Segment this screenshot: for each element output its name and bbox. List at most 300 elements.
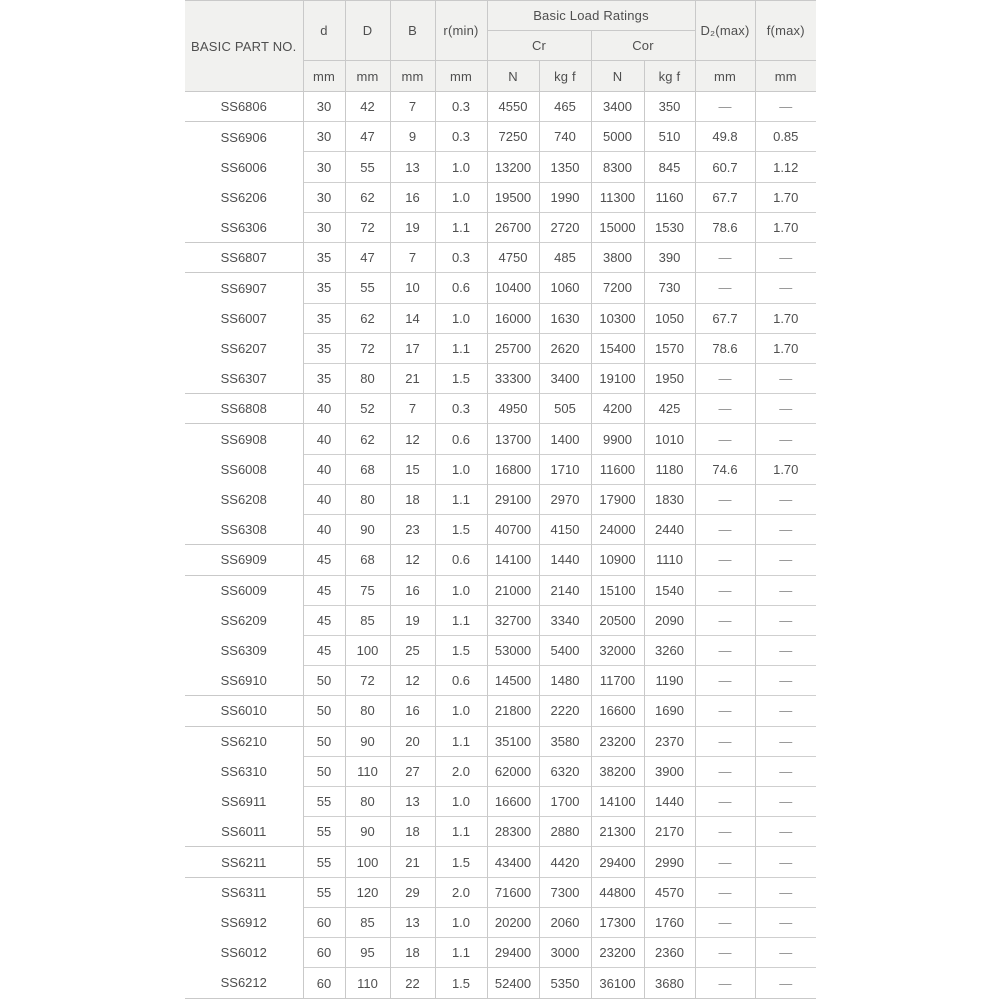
cell-r_min: 1.0 (435, 182, 487, 212)
cell-D: 68 (345, 454, 390, 484)
cell-cr_n: 21000 (487, 575, 539, 605)
cell-cr_n: 53000 (487, 635, 539, 665)
cell-cor_n: 21300 (591, 817, 644, 847)
cell-r_min: 2.0 (435, 756, 487, 786)
cell-cr_n: 10400 (487, 273, 539, 303)
cell-cr_kgf: 1350 (539, 152, 591, 182)
cell-cor_n: 11700 (591, 666, 644, 696)
cell-r_min: 1.1 (435, 484, 487, 514)
cell-part_no: SS6207 (185, 333, 303, 363)
cell-d: 35 (303, 333, 345, 363)
cell-cr_kgf: 740 (539, 122, 591, 152)
col-header-r-min: r(min) (435, 1, 487, 61)
cell-cr_n: 71600 (487, 877, 539, 907)
cell-cr_n: 52400 (487, 968, 539, 999)
unit-cr-kgf: kg f (539, 61, 591, 92)
table-row (185, 394, 816, 424)
cell-f_max: — (755, 787, 816, 817)
cell-cor_n: 29400 (591, 847, 644, 877)
cell-cor_n: 15400 (591, 333, 644, 363)
cell-cr_kgf: 6320 (539, 756, 591, 786)
cell-f_max: — (755, 363, 816, 393)
cell-cor_kgf: 2370 (644, 726, 695, 756)
cell-cor_n: 44800 (591, 877, 644, 907)
cell-d2_max: — (695, 484, 755, 514)
cell-D: 85 (345, 907, 390, 937)
cell-d2_max: 74.6 (695, 454, 755, 484)
cell-cor_n: 11300 (591, 182, 644, 212)
cell-cor_kgf: 2990 (644, 847, 695, 877)
table-row (185, 363, 816, 393)
cell-B: 15 (390, 454, 435, 484)
cell-r_min: 1.1 (435, 212, 487, 242)
table-row (185, 303, 816, 333)
cell-cor_kgf: 1570 (644, 333, 695, 363)
cell-cr_kgf: 1440 (539, 545, 591, 575)
unit-d2-mm: mm (695, 61, 755, 92)
cell-r_min: 1.1 (435, 938, 487, 968)
cell-f_max: — (755, 394, 816, 424)
cell-cor_n: 3800 (591, 243, 644, 273)
cell-cor_kgf: 4570 (644, 877, 695, 907)
table-body (185, 92, 816, 999)
cell-B: 29 (390, 877, 435, 907)
cell-part_no: SS6008 (185, 454, 303, 484)
cell-d2_max: — (695, 787, 755, 817)
cell-r_min: 1.1 (435, 726, 487, 756)
cell-cr_n: 4550 (487, 92, 539, 122)
cell-r_min: 0.3 (435, 122, 487, 152)
cell-d2_max: 78.6 (695, 333, 755, 363)
cell-d: 55 (303, 877, 345, 907)
cell-D: 72 (345, 666, 390, 696)
cell-cor_n: 11600 (591, 454, 644, 484)
cell-part_no: SS6006 (185, 152, 303, 182)
cell-cr_n: 40700 (487, 515, 539, 545)
cell-cor_kgf: 3680 (644, 968, 695, 999)
cell-cr_kgf: 3580 (539, 726, 591, 756)
cell-part_no: SS6909 (185, 545, 303, 575)
cell-part_no: SS6907 (185, 273, 303, 303)
cell-cor_kgf: 1050 (644, 303, 695, 333)
unit-d-mm: mm (303, 61, 345, 92)
cell-cr_n: 14500 (487, 666, 539, 696)
cell-r_min: 1.5 (435, 635, 487, 665)
cell-cor_n: 3400 (591, 92, 644, 122)
cell-d: 35 (303, 243, 345, 273)
cell-cor_n: 14100 (591, 787, 644, 817)
cell-f_max: — (755, 817, 816, 847)
cell-cor_kgf: 510 (644, 122, 695, 152)
cell-cr_n: 16800 (487, 454, 539, 484)
cell-cor_n: 8300 (591, 152, 644, 182)
cell-f_max: — (755, 545, 816, 575)
cell-f_max: — (755, 243, 816, 273)
cell-d2_max: — (695, 696, 755, 726)
cell-D: 47 (345, 122, 390, 152)
cell-cr_n: 13200 (487, 152, 539, 182)
cell-d: 40 (303, 424, 345, 454)
table-row (185, 907, 816, 937)
cell-cor_kgf: 350 (644, 92, 695, 122)
unit-r-mm: mm (435, 61, 487, 92)
cell-d: 40 (303, 454, 345, 484)
cell-cor_n: 17300 (591, 907, 644, 937)
cell-d2_max: — (695, 545, 755, 575)
bearing-spec-table (185, 0, 816, 999)
cell-D: 52 (345, 394, 390, 424)
cell-r_min: 1.0 (435, 907, 487, 937)
cell-f_max: 1.70 (755, 182, 816, 212)
cell-B: 18 (390, 817, 435, 847)
cell-r_min: 0.3 (435, 243, 487, 273)
cell-r_min: 0.6 (435, 666, 487, 696)
cell-d: 45 (303, 605, 345, 635)
cell-d: 60 (303, 968, 345, 999)
cell-D: 80 (345, 696, 390, 726)
cell-cr_n: 21800 (487, 696, 539, 726)
cell-cr_kgf: 4150 (539, 515, 591, 545)
unit-f-mm: mm (755, 61, 816, 92)
cell-r_min: 1.0 (435, 303, 487, 333)
cell-cr_kgf: 2970 (539, 484, 591, 514)
cell-d: 30 (303, 182, 345, 212)
cell-B: 13 (390, 787, 435, 817)
cell-d2_max: 67.7 (695, 182, 755, 212)
cell-B: 13 (390, 907, 435, 937)
cell-D: 55 (345, 152, 390, 182)
cell-part_no: SS6906 (185, 122, 303, 152)
cell-d2_max: 60.7 (695, 152, 755, 182)
cell-part_no: SS6310 (185, 756, 303, 786)
cell-cr_kgf: 5400 (539, 635, 591, 665)
cell-part_no: SS6309 (185, 635, 303, 665)
cell-d2_max: — (695, 92, 755, 122)
cell-B: 10 (390, 273, 435, 303)
cell-cr_kgf: 2140 (539, 575, 591, 605)
cell-cr_kgf: 1630 (539, 303, 591, 333)
cell-cor_n: 16600 (591, 696, 644, 726)
cell-d2_max: — (695, 847, 755, 877)
cell-r_min: 1.0 (435, 454, 487, 484)
cell-B: 16 (390, 696, 435, 726)
cell-D: 80 (345, 787, 390, 817)
table-row (185, 182, 816, 212)
cell-cor_n: 17900 (591, 484, 644, 514)
cell-d2_max: — (695, 877, 755, 907)
cell-D: 80 (345, 484, 390, 514)
cell-cor_n: 7200 (591, 273, 644, 303)
table-row (185, 817, 816, 847)
col-header-cor: Cor (591, 31, 695, 61)
cell-B: 18 (390, 484, 435, 514)
cell-B: 12 (390, 545, 435, 575)
cell-f_max: — (755, 92, 816, 122)
cell-f_max: — (755, 877, 816, 907)
cell-cor_n: 15100 (591, 575, 644, 605)
cell-f_max: — (755, 938, 816, 968)
cell-d: 50 (303, 756, 345, 786)
cell-cor_kgf: 2090 (644, 605, 695, 635)
cell-cor_n: 23200 (591, 726, 644, 756)
cell-D: 47 (345, 243, 390, 273)
cell-part_no: SS6807 (185, 243, 303, 273)
cell-D: 42 (345, 92, 390, 122)
cell-cr_kgf: 1990 (539, 182, 591, 212)
cell-B: 7 (390, 394, 435, 424)
cell-f_max: — (755, 696, 816, 726)
cell-B: 25 (390, 635, 435, 665)
cell-cor_n: 24000 (591, 515, 644, 545)
cell-cr_kgf: 2720 (539, 212, 591, 242)
cell-d: 50 (303, 726, 345, 756)
cell-cr_kgf: 5350 (539, 968, 591, 999)
unit-D-mm: mm (345, 61, 390, 92)
cell-cor_kgf: 1010 (644, 424, 695, 454)
cell-cor_kgf: 3900 (644, 756, 695, 786)
cell-r_min: 1.5 (435, 968, 487, 999)
table-row (185, 726, 816, 756)
cell-d: 35 (303, 303, 345, 333)
cell-d2_max: — (695, 726, 755, 756)
cell-f_max: 1.12 (755, 152, 816, 182)
cell-f_max: — (755, 515, 816, 545)
table-row (185, 756, 816, 786)
cell-D: 100 (345, 635, 390, 665)
cell-D: 72 (345, 212, 390, 242)
cell-cr_kgf: 2880 (539, 817, 591, 847)
col-header-basic-part-no: BASIC PART NO. (185, 1, 303, 92)
cell-cr_n: 14100 (487, 545, 539, 575)
cell-cor_kgf: 1830 (644, 484, 695, 514)
cell-D: 62 (345, 424, 390, 454)
table-row (185, 787, 816, 817)
cell-B: 13 (390, 152, 435, 182)
table-row (185, 968, 816, 999)
table-row (185, 454, 816, 484)
cell-D: 110 (345, 968, 390, 999)
cell-d: 50 (303, 666, 345, 696)
spec-table-container (185, 0, 816, 999)
cell-cor_kgf: 1110 (644, 545, 695, 575)
table-row (185, 635, 816, 665)
cell-r_min: 2.0 (435, 877, 487, 907)
cell-cr_n: 4950 (487, 394, 539, 424)
cell-d: 45 (303, 635, 345, 665)
col-header-basic-load-ratings: Basic Load Ratings (487, 1, 695, 31)
cell-d2_max: — (695, 575, 755, 605)
cell-part_no: SS6308 (185, 515, 303, 545)
cell-part_no: SS6010 (185, 696, 303, 726)
cell-cr_kgf: 4420 (539, 847, 591, 877)
cell-d: 40 (303, 394, 345, 424)
cell-cor_kgf: 1690 (644, 696, 695, 726)
cell-cr_kgf: 2220 (539, 696, 591, 726)
cell-cr_n: 19500 (487, 182, 539, 212)
cell-cr_n: 35100 (487, 726, 539, 756)
cell-d2_max: — (695, 394, 755, 424)
table-row (185, 122, 816, 152)
cell-r_min: 1.5 (435, 515, 487, 545)
cell-r_min: 0.3 (435, 394, 487, 424)
cell-d: 30 (303, 152, 345, 182)
cell-cr_kgf: 3340 (539, 605, 591, 635)
cell-cor_kgf: 1160 (644, 182, 695, 212)
unit-cor-kgf: kg f (644, 61, 695, 92)
cell-cor_n: 36100 (591, 968, 644, 999)
cell-B: 18 (390, 938, 435, 968)
cell-part_no: SS6306 (185, 212, 303, 242)
cell-f_max: 1.70 (755, 454, 816, 484)
cell-d2_max: — (695, 515, 755, 545)
cell-d2_max: — (695, 938, 755, 968)
cell-cor_n: 10300 (591, 303, 644, 333)
cell-cr_n: 62000 (487, 756, 539, 786)
cell-part_no: SS6808 (185, 394, 303, 424)
cell-cr_kgf: 1060 (539, 273, 591, 303)
cell-D: 62 (345, 303, 390, 333)
cell-cr_n: 4750 (487, 243, 539, 273)
cell-D: 90 (345, 817, 390, 847)
cell-D: 75 (345, 575, 390, 605)
cell-D: 90 (345, 515, 390, 545)
cell-cr_n: 16600 (487, 787, 539, 817)
cell-f_max: 0.85 (755, 122, 816, 152)
cell-d: 30 (303, 122, 345, 152)
cell-f_max: 1.70 (755, 212, 816, 242)
unit-cor-n: N (591, 61, 644, 92)
cell-B: 12 (390, 666, 435, 696)
cell-f_max: 1.70 (755, 333, 816, 363)
cell-cor_n: 19100 (591, 363, 644, 393)
cell-part_no: SS6908 (185, 424, 303, 454)
cell-r_min: 1.1 (435, 817, 487, 847)
col-header-D: D (345, 1, 390, 61)
cell-B: 19 (390, 605, 435, 635)
cell-d2_max: 49.8 (695, 122, 755, 152)
cell-f_max: — (755, 424, 816, 454)
cell-cr_kgf: 3400 (539, 363, 591, 393)
cell-cor_kgf: 1530 (644, 212, 695, 242)
cell-cor_n: 15000 (591, 212, 644, 242)
unit-B-mm: mm (390, 61, 435, 92)
cell-cor_kgf: 1540 (644, 575, 695, 605)
cell-d2_max: — (695, 817, 755, 847)
cell-cr_n: 20200 (487, 907, 539, 937)
cell-r_min: 1.0 (435, 575, 487, 605)
cell-cr_kgf: 505 (539, 394, 591, 424)
cell-cr_kgf: 465 (539, 92, 591, 122)
cell-f_max: — (755, 605, 816, 635)
cell-cr_n: 29400 (487, 938, 539, 968)
cell-cor_kgf: 1440 (644, 787, 695, 817)
cell-r_min: 1.1 (435, 605, 487, 635)
cell-B: 23 (390, 515, 435, 545)
cell-f_max: — (755, 635, 816, 665)
cell-B: 16 (390, 575, 435, 605)
cell-part_no: SS6007 (185, 303, 303, 333)
cell-cor_kgf: 1180 (644, 454, 695, 484)
table-row (185, 666, 816, 696)
cell-D: 100 (345, 847, 390, 877)
cell-part_no: SS6911 (185, 787, 303, 817)
cell-cr_kgf: 2620 (539, 333, 591, 363)
cell-d2_max: — (695, 907, 755, 937)
cell-r_min: 0.6 (435, 424, 487, 454)
cell-cr_kgf: 1480 (539, 666, 591, 696)
cell-cr_kgf: 2060 (539, 907, 591, 937)
cell-cr_n: 32700 (487, 605, 539, 635)
table-row (185, 484, 816, 514)
cell-d: 50 (303, 696, 345, 726)
col-header-d: d (303, 1, 345, 61)
cell-r_min: 1.0 (435, 696, 487, 726)
cell-D: 72 (345, 333, 390, 363)
cell-part_no: SS6311 (185, 877, 303, 907)
cell-cr_n: 43400 (487, 847, 539, 877)
cell-d2_max: — (695, 243, 755, 273)
cell-f_max: — (755, 907, 816, 937)
cell-D: 120 (345, 877, 390, 907)
cell-part_no: SS6209 (185, 605, 303, 635)
cell-d2_max: — (695, 273, 755, 303)
cell-d: 60 (303, 907, 345, 937)
cell-part_no: SS6806 (185, 92, 303, 122)
cell-D: 62 (345, 182, 390, 212)
cell-cr_n: 26700 (487, 212, 539, 242)
cell-d2_max: 67.7 (695, 303, 755, 333)
cell-f_max: — (755, 575, 816, 605)
cell-d: 40 (303, 484, 345, 514)
cell-cor_n: 4200 (591, 394, 644, 424)
cell-d2_max: — (695, 424, 755, 454)
cell-cor_n: 9900 (591, 424, 644, 454)
cell-B: 7 (390, 92, 435, 122)
cell-d: 55 (303, 817, 345, 847)
cell-B: 9 (390, 122, 435, 152)
cell-D: 90 (345, 726, 390, 756)
table-row (185, 424, 816, 454)
cell-B: 20 (390, 726, 435, 756)
cell-cor_kgf: 1760 (644, 907, 695, 937)
cell-cor_kgf: 425 (644, 394, 695, 424)
cell-cor_kgf: 730 (644, 273, 695, 303)
table-row (185, 847, 816, 877)
cell-part_no: SS6910 (185, 666, 303, 696)
col-header-cr: Cr (487, 31, 591, 61)
unit-cr-n: N (487, 61, 539, 92)
cell-cor_n: 10900 (591, 545, 644, 575)
table-row (185, 575, 816, 605)
cell-cr_kgf: 7300 (539, 877, 591, 907)
cell-d2_max: — (695, 635, 755, 665)
cell-cor_kgf: 3260 (644, 635, 695, 665)
cell-B: 14 (390, 303, 435, 333)
cell-cr_n: 29100 (487, 484, 539, 514)
table-row (185, 696, 816, 726)
cell-part_no: SS6211 (185, 847, 303, 877)
cell-part_no: SS6307 (185, 363, 303, 393)
cell-r_min: 1.5 (435, 847, 487, 877)
cell-d: 55 (303, 847, 345, 877)
cell-cor_kgf: 390 (644, 243, 695, 273)
cell-cr_kgf: 1700 (539, 787, 591, 817)
cell-d: 35 (303, 363, 345, 393)
table-row (185, 92, 816, 122)
cell-r_min: 1.0 (435, 152, 487, 182)
table-row (185, 273, 816, 303)
table-row (185, 605, 816, 635)
